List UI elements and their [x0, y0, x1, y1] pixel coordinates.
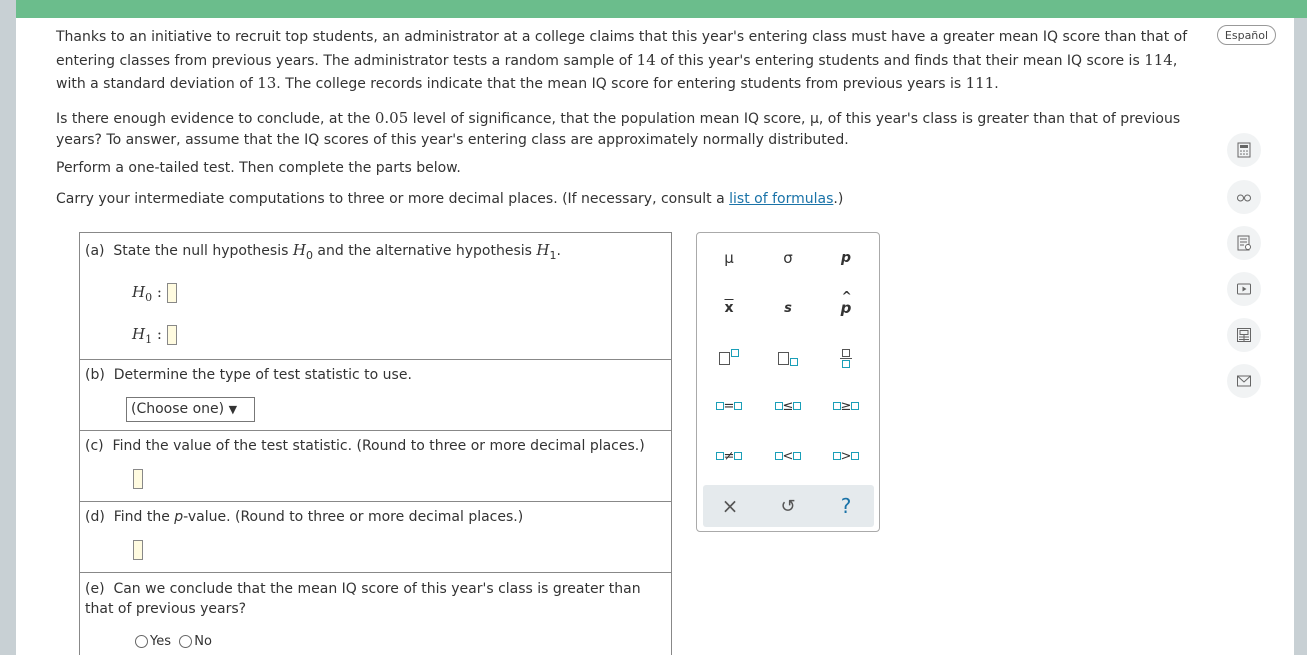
mu-button[interactable]: μ — [724, 249, 734, 267]
glasses-icon — [1236, 189, 1252, 205]
textbook-icon — [1236, 235, 1252, 251]
clear-icon[interactable]: × — [721, 494, 739, 518]
not-equal-button[interactable]: ≠ — [704, 441, 754, 471]
s-button[interactable]: s — [784, 300, 792, 316]
part-b: (b) Determine the type of test statistic to use. (Choose one) ▼ — [79, 359, 672, 431]
h0-row: $H_0$ : — [132, 283, 177, 304]
less-equal-button[interactable]: ≤ — [763, 391, 813, 421]
x-bar-button[interactable]: $\overline{x}$ — [724, 300, 734, 316]
greater-than-button[interactable]: > — [821, 441, 871, 471]
part-d: (d) Find the p-value. (Round to three or more decimal places.) — [79, 501, 672, 573]
problem-paragraph-3: Perform a one-tailed test. Then complete the parts below. — [56, 160, 461, 176]
calculator-icon — [1236, 142, 1252, 158]
data-table-icon — [1236, 327, 1252, 343]
part-a: (a) State the null hypothesis $H_0$ and the alternative hypothesis $H_1$. $H_0$ : $H_1$ : — [79, 232, 672, 360]
p-value-input[interactable] — [133, 540, 143, 560]
symbol-palette — [696, 232, 880, 532]
undo-icon[interactable]: ↺ — [780, 495, 796, 517]
email-button[interactable] — [1227, 364, 1261, 398]
problem-paragraph-2: Is there enough evidence to conclude, at the 0.05 level of significance, that the population mean IQ score, μ, of this year's class is greater than that of previous years? To answer, assume that the IQ scores of this year's entering class are approximately normally distributed. — [56, 109, 1181, 148]
test-statistic-select[interactable]: (Choose one) ▼ — [126, 397, 255, 422]
p-button[interactable]: p — [840, 250, 852, 266]
calculator-button[interactable] — [1227, 133, 1261, 167]
top-bar — [16, 0, 1307, 18]
greater-equal-button[interactable]: ≥ — [821, 391, 871, 421]
h1-row: $H_1$ : — [132, 325, 177, 346]
equals-button[interactable]: = — [704, 391, 754, 421]
problem-paragraph-4: Carry your intermediate computations to three or more decimal places. (If necessary, consult a list of formulas.) — [56, 191, 844, 207]
list-of-formulas-link[interactable]: list of formulas — [729, 191, 834, 207]
fraction-button[interactable] — [821, 343, 871, 373]
superscript-button[interactable] — [704, 343, 754, 373]
subscript-button[interactable] — [763, 343, 813, 373]
video-icon — [1236, 281, 1252, 297]
glasses-button[interactable] — [1227, 180, 1261, 214]
data-table-button[interactable] — [1227, 318, 1261, 352]
textbook-button[interactable] — [1227, 226, 1261, 260]
problem-paragraph-1: Thanks to an initiative to recruit top students, an administrator at a college claims that this year's entering class must have a greater mean IQ score than that of entering classes from previous years. The administrator tests a random sample of 14 of this year's entering students and finds that their mean IQ score is 114, with a standard deviation of 13. The college records indicate that the mean IQ score for entering students from previous years is 111. — [56, 29, 1188, 92]
less-than-button[interactable]: < — [763, 441, 813, 471]
part-e: (e) Can we conclude that the mean IQ score of this year's class is greater than that of previous years? Yes No — [79, 572, 672, 655]
mail-icon — [1236, 373, 1252, 389]
test-statistic-input[interactable] — [133, 469, 143, 489]
help-icon[interactable]: ? — [840, 494, 852, 518]
p-hat-button[interactable]: ^ p — [840, 289, 852, 317]
espanol-button[interactable]: Español — [1217, 25, 1276, 45]
h0-input[interactable] — [167, 283, 177, 303]
dropdown-arrow-icon: ▼ — [228, 403, 238, 416]
no-radio[interactable] — [179, 635, 192, 648]
question-page — [16, 18, 1294, 655]
h1-input[interactable] — [167, 325, 177, 345]
sigma-button[interactable]: σ — [783, 249, 793, 267]
palette-action-bar — [703, 485, 874, 527]
video-button[interactable] — [1227, 272, 1261, 306]
part-c: (c) Find the value of the test statistic. (Round to three or more decimal places.) — [79, 430, 672, 502]
yes-radio[interactable] — [135, 635, 148, 648]
